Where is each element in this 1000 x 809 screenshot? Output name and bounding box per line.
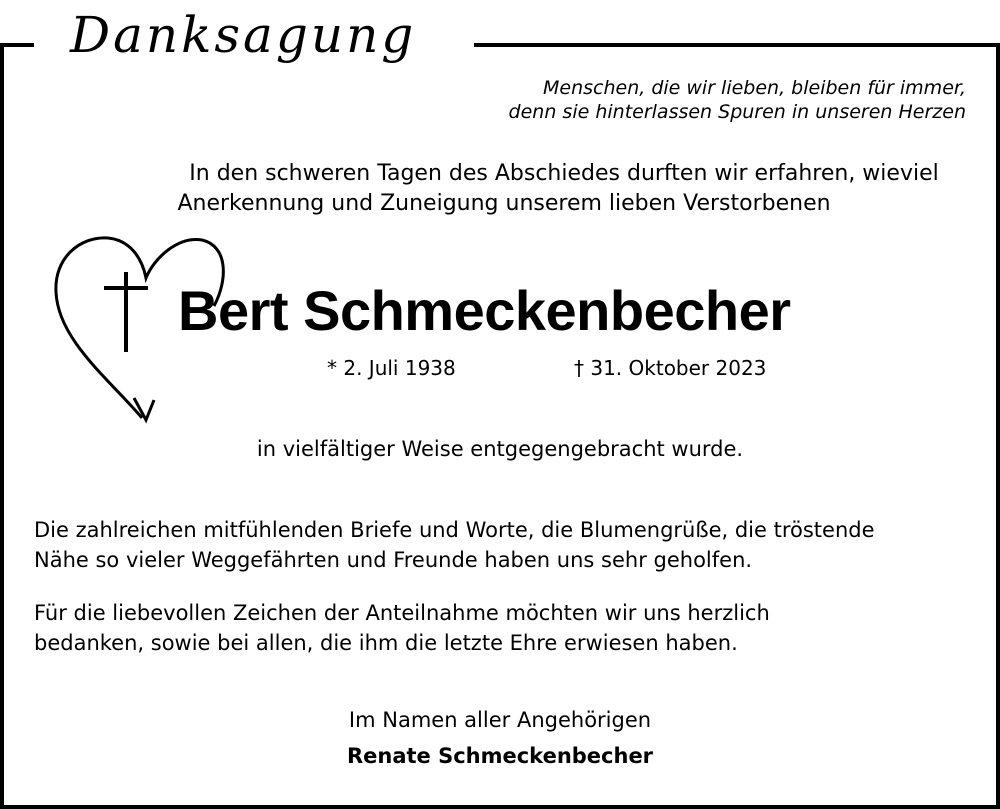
motto bbox=[509, 76, 966, 124]
paragraph-2-line-2: bedanken, sowie bei allen, die ihm die letzte Ehre erwiesen haben. bbox=[34, 631, 738, 655]
intro-text bbox=[0, 159, 1000, 219]
page-title bbox=[62, 2, 462, 72]
heart-tip bbox=[134, 398, 154, 420]
paragraph-1-line-1: Die zahlreichen mitfühlenden Briefe und Worte, die Blumengrüße, die tröstende bbox=[34, 518, 875, 542]
paragraph-2 bbox=[34, 598, 770, 658]
frame-right-line bbox=[996, 43, 1000, 809]
received-line: in vielfältiger Weise entgegengebracht wurde. bbox=[256, 437, 744, 461]
frame-left-line bbox=[0, 43, 4, 809]
paragraph-2-line-1: Für die liebevollen Zeichen der Anteilnahme möchten wir uns herzlich bbox=[34, 601, 770, 625]
death-date: † 31. Oktober 2023 bbox=[574, 356, 767, 380]
birth-date: * 2. Juli 1938 bbox=[327, 356, 456, 380]
motto-line-2: denn sie hinterlassen Spuren in unseren Herzen bbox=[508, 101, 966, 123]
frame-bottom-line bbox=[0, 805, 1000, 809]
frame-top-right-line bbox=[474, 43, 1000, 47]
motto-line-1: Menschen, die wir lieben, bleiben für immer, bbox=[543, 77, 966, 99]
paragraph-1-line-2: Nähe so vieler Weggefährten und Freunde haben uns sehr geholfen. bbox=[34, 548, 753, 572]
page-title-text: Danksagung bbox=[70, 6, 417, 64]
frame-top-left-line bbox=[0, 43, 34, 47]
intro-line-1: In den schweren Tagen des Abschiedes durften wir erfahren, wieviel bbox=[189, 161, 939, 186]
paragraph-1 bbox=[34, 515, 875, 575]
deceased-name: Bert Schmeckenbecher bbox=[178, 279, 791, 342]
received-text bbox=[0, 437, 1000, 461]
signature-label: Im Namen aller Angehörigen bbox=[348, 708, 652, 732]
intro-line-2: Anerkennung und Zuneigung unserem lieben Verstorbenen bbox=[177, 191, 831, 216]
signature-name: Renate Schmeckenbecher bbox=[346, 744, 654, 768]
